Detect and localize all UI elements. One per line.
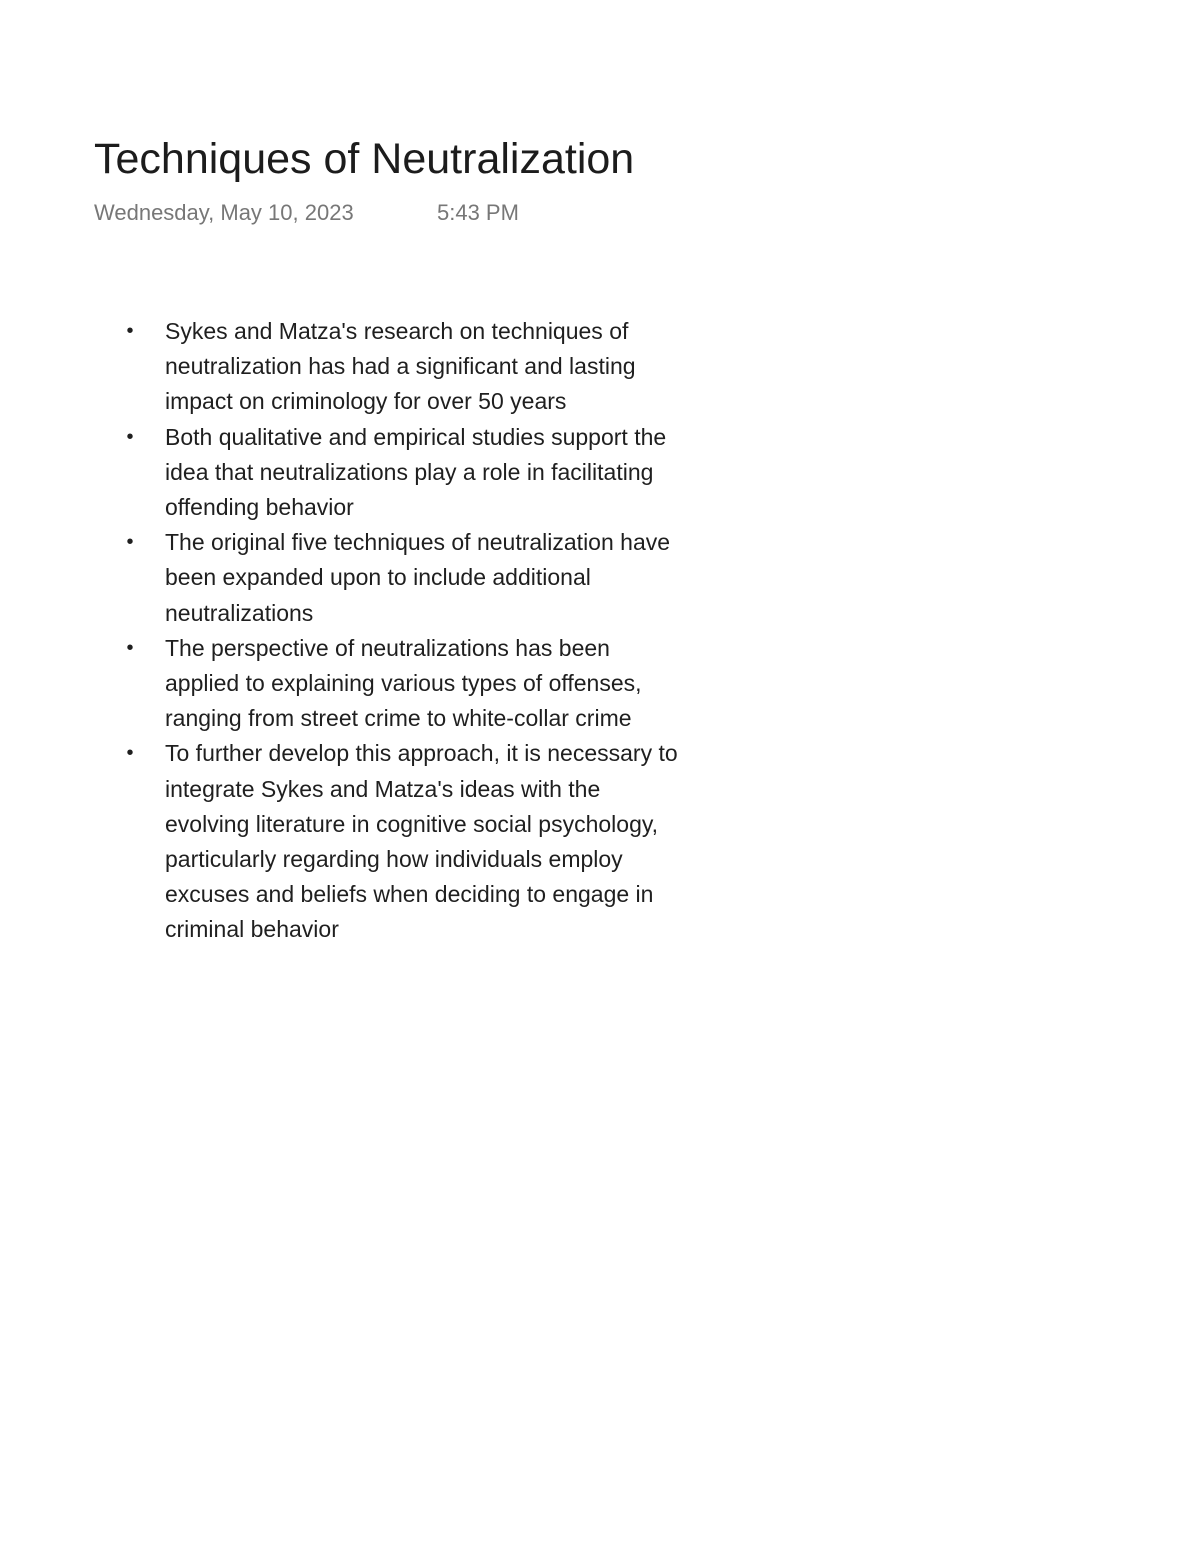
note-timestamp — [94, 198, 519, 228]
list-item — [126, 736, 685, 947]
bullet-list — [126, 314, 685, 948]
list-item-text: To further develop this approach, it is necessary to integrate Sykes and Matza's ideas with the evolving literature in cognitive social psychology, particularly regarding how individuals employ excuses and beliefs when deciding to engage in criminal behavior — [165, 740, 678, 943]
list-item-text: Both qualitative and empirical studies support the idea that neutralizations play a role in facilitating offending behavior — [165, 423, 667, 521]
list-item-text: The original five techniques of neutralization have been expanded upon to include additional neutralizations — [165, 529, 671, 626]
bullet-icon: • — [126, 531, 134, 554]
list-item — [126, 631, 685, 737]
bullet-icon: • — [126, 742, 134, 765]
list-item — [126, 525, 685, 631]
list-item-text: Sykes and Matza's research on techniques of neutralization has had a significant and lasting impact on criminology for over 50 years — [165, 318, 636, 415]
list-item-text: The perspective of neutralizations has been applied to explaining various types of offenses, ranging from street crime to white-collar crime — [165, 634, 642, 732]
bullet-icon: • — [126, 636, 134, 659]
bullet-icon: • — [126, 425, 134, 448]
list-item — [126, 420, 685, 526]
bullet-icon: • — [126, 320, 134, 342]
note-date: Wednesday, May 10, 2023 — [94, 200, 354, 225]
list-item — [126, 314, 685, 420]
note-time: 5:43 PM — [437, 200, 519, 225]
page-title: Techniques of Neutralization — [94, 135, 635, 183]
